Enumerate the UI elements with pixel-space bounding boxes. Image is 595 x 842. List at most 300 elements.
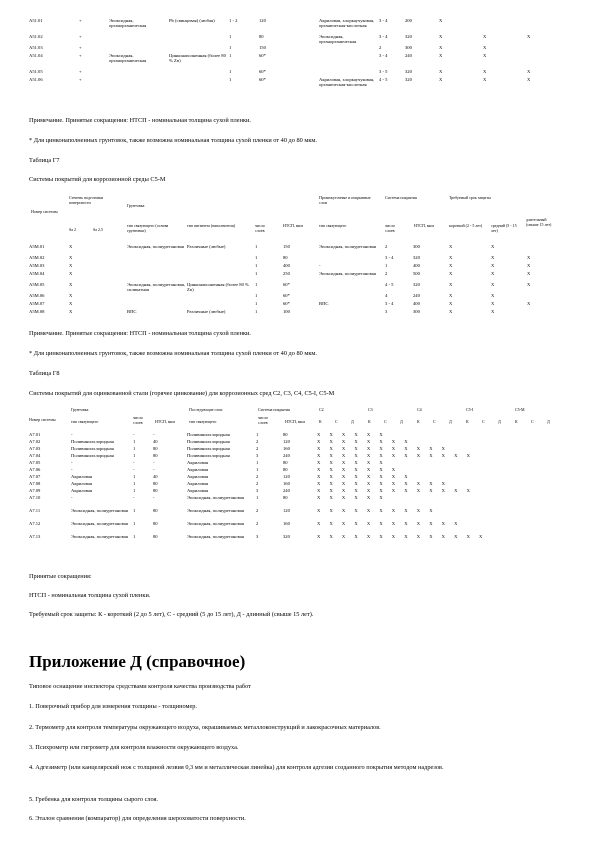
table-cell: Эпоксидная, полиуретановая bbox=[319, 271, 376, 276]
table-cell bbox=[109, 77, 169, 93]
table-cell: 120 bbox=[283, 508, 290, 513]
table-cell: X bbox=[69, 309, 73, 314]
durability-marks: X X X X X X X X X X bbox=[317, 508, 433, 513]
table-cell: Эпоксидная, органорганическая bbox=[109, 18, 147, 29]
table-cell: Различные (любые) bbox=[187, 244, 226, 249]
table-cell: 40 bbox=[153, 439, 158, 444]
table-cell: 1 bbox=[255, 282, 258, 287]
table-cell: Акриловая bbox=[71, 481, 93, 486]
notes-2-footnote: * Для цинконаполненных грунтовок, также возможна номинальная толщина сухой пленки от 40 до 80 мкм. bbox=[29, 350, 317, 357]
g8-h-system: Система покрытия bbox=[258, 407, 290, 412]
table-cell: 3 - 4 bbox=[379, 18, 388, 23]
g7-h-surface-prep: Степень подготовки поверхности bbox=[69, 195, 104, 205]
table-cell: X bbox=[439, 44, 443, 50]
table-row bbox=[29, 474, 559, 481]
g8-env-header: С3 bbox=[368, 407, 373, 412]
table-row bbox=[29, 432, 559, 439]
table-cell: X bbox=[449, 244, 453, 249]
table-cell: X bbox=[527, 263, 531, 268]
table-cell: X bbox=[483, 52, 487, 58]
table-cell: 2 bbox=[256, 481, 259, 486]
table-cell: X bbox=[527, 34, 531, 39]
table-cell bbox=[187, 301, 255, 309]
table-cell: Эпоксидная, органорганическая bbox=[109, 52, 147, 64]
table-cell: А51.05 bbox=[29, 68, 43, 74]
notes-3-terms: Требуемый срок защиты: К - короткий (2 до 5 лет), С - средний (5 до 15 лет), Д - длинный (свыше 15 лет). bbox=[29, 611, 314, 618]
table-cell: 3 - 4 bbox=[379, 34, 388, 39]
table-cell: 1 bbox=[255, 263, 258, 268]
g7-h-pigment: тип пигмента (наполнителя) bbox=[187, 223, 236, 228]
table-cell: 1 bbox=[133, 521, 136, 526]
table-cell bbox=[169, 34, 229, 45]
table-cell: Акриловая bbox=[187, 488, 209, 493]
g7-h-sa2: Sa 2 bbox=[69, 227, 76, 232]
table-cell: 60* bbox=[259, 52, 266, 58]
notes-3-title: Принятые сокращения: bbox=[29, 573, 92, 580]
table-cell: А5М.01 bbox=[29, 244, 45, 249]
g8-h-subsequent-binder: тип связующего bbox=[189, 419, 217, 424]
g7-h-binder: тип связующего (основа грунтовки) bbox=[127, 223, 169, 233]
table-cell: 3 bbox=[256, 453, 259, 458]
table-cell: Поливинилхлоридная bbox=[71, 453, 114, 458]
table-cell: Цинконаполненная (более 80 % Zn) bbox=[169, 52, 226, 64]
table-cell: 500 bbox=[413, 271, 420, 276]
table-cell: Цинконаполненная (более 80 % Zn) bbox=[187, 282, 249, 293]
table-row bbox=[29, 467, 559, 474]
table-cell: 120 bbox=[259, 18, 266, 23]
table-cell: А51.04 bbox=[29, 52, 43, 58]
g7-h-long: длительный (свыше 15 лет) bbox=[526, 217, 552, 227]
table-cell bbox=[527, 309, 559, 317]
table-cell: 1 bbox=[229, 52, 232, 58]
table-cell: X bbox=[491, 263, 495, 268]
table-row bbox=[29, 293, 559, 301]
table-row bbox=[29, 271, 559, 282]
table-cell: X bbox=[439, 52, 443, 58]
table-cell: Поливинилхлоридная bbox=[187, 439, 230, 444]
table-cell: 3 bbox=[256, 534, 259, 539]
table-g8-header bbox=[29, 408, 559, 430]
table-cell: 1 bbox=[229, 76, 232, 82]
table-g7-label: Таблица Г7 bbox=[29, 157, 60, 164]
table-cell: 1 bbox=[133, 446, 136, 451]
table-cell: Эпоксидная, полиуретановая bbox=[319, 244, 376, 249]
table-cell: Эпоксидная, полиуретановая bbox=[187, 508, 244, 513]
table-cell bbox=[187, 293, 255, 301]
table-cell: - bbox=[71, 467, 73, 472]
table-cell: 160 bbox=[283, 481, 290, 486]
table-cell: 80 bbox=[153, 534, 158, 539]
durability-marks: X X X X X X bbox=[317, 432, 383, 437]
appendix-item: 5. Гребенка для контроля толщины сырого слоя. bbox=[29, 796, 159, 803]
durability-marks: X X X X X X X bbox=[317, 467, 396, 472]
table-cell bbox=[527, 244, 559, 255]
table-cell: 2 bbox=[385, 271, 388, 276]
table-cell: 1 bbox=[133, 481, 136, 486]
table-cell: 320 bbox=[413, 282, 420, 287]
g7-h-primer: Грунтовка bbox=[127, 203, 145, 208]
table-cell: А7.09 bbox=[29, 488, 41, 493]
durability-marks: X X X X X X X X bbox=[317, 474, 408, 479]
table-cell bbox=[93, 309, 127, 317]
table-cell: X bbox=[449, 309, 453, 314]
table-row bbox=[29, 301, 559, 309]
table-row bbox=[29, 521, 559, 534]
table-cell: Акриловая, хлоркаучуковая, органическая-кислотная bbox=[319, 18, 375, 29]
table-cell: А5М.03 bbox=[29, 263, 45, 268]
table-cell: Акриловая bbox=[187, 481, 209, 486]
table-cell: 400 bbox=[413, 301, 420, 306]
table-cell: X bbox=[69, 293, 73, 298]
table-cell: X bbox=[491, 309, 495, 314]
table-cell bbox=[319, 309, 385, 317]
g7-h-system: Система покрытия bbox=[385, 195, 417, 200]
table-cell: Pb (свинцовая) (любая) bbox=[169, 18, 215, 23]
table-cell: X bbox=[527, 255, 531, 260]
g8-term-header: Д bbox=[498, 419, 501, 424]
table-row bbox=[29, 439, 559, 446]
table-g7-header bbox=[29, 196, 559, 242]
table-cell: А51.01 bbox=[29, 18, 43, 23]
table-cell: X bbox=[439, 76, 443, 82]
table-cell: 1 bbox=[256, 460, 259, 465]
table-cell bbox=[483, 18, 527, 34]
g8-env-header: С5-I bbox=[466, 407, 474, 412]
table-cell bbox=[319, 293, 385, 301]
table-cell: 1 bbox=[255, 301, 258, 306]
table-cell bbox=[109, 69, 169, 77]
table-cell: X bbox=[527, 271, 531, 276]
g8-term-header: К bbox=[368, 419, 371, 424]
table-cell bbox=[93, 271, 127, 282]
table-row bbox=[29, 263, 559, 271]
table-row bbox=[29, 53, 559, 69]
table-cell: X bbox=[527, 282, 531, 287]
table-g8-caption: Системы покрытий для оцинкованной стали (горячее цинкование) для коррозионных сред С2, С3, С4, С5-I, С5-М bbox=[29, 390, 335, 397]
table-cell: Эпоксидная, полиуретановая bbox=[187, 521, 244, 526]
table-cell: 1 bbox=[255, 293, 258, 298]
table-cell: А5М.04 bbox=[29, 271, 45, 276]
table-cell: А7.04 bbox=[29, 453, 41, 458]
g7-h-subsequent-binder: тип связующего bbox=[319, 223, 347, 228]
table-cell: 1 bbox=[133, 508, 136, 513]
table-cell: 320 bbox=[413, 255, 420, 260]
table-cell: А7.06 bbox=[29, 467, 41, 472]
table-cell bbox=[169, 77, 229, 93]
table-row bbox=[29, 77, 559, 93]
table-cell: 1 bbox=[256, 432, 259, 437]
table-cell bbox=[169, 69, 229, 77]
table-cell: 4 - 5 bbox=[379, 76, 388, 82]
table-cell: 300 bbox=[405, 44, 412, 50]
table-cell: 1 bbox=[255, 309, 258, 314]
table-cell: А5М.07 bbox=[29, 301, 45, 306]
table-cell: 2 bbox=[256, 508, 259, 513]
table-cell: А7.05 bbox=[29, 460, 41, 465]
table-cell: 2 bbox=[256, 439, 259, 444]
table-cell: Акриловая bbox=[187, 467, 209, 472]
table-cell: 120 bbox=[283, 439, 290, 444]
table-row bbox=[29, 495, 559, 508]
table-cell: 320 bbox=[405, 68, 412, 74]
g8-term-header: Д bbox=[547, 419, 550, 424]
table-cell: Эпоксидная, органорганическая bbox=[319, 34, 357, 45]
table-cell: 80 bbox=[283, 432, 288, 437]
table-cell bbox=[127, 301, 187, 309]
table-cell: 1 bbox=[133, 439, 136, 444]
notes-3-ntsp: НТСП - номинальная толщина сухой пленки. bbox=[29, 592, 151, 599]
table-cell: 2 bbox=[256, 474, 259, 479]
notes-2-abbr: Примечание. Принятые сокращения: НТСП - номинальная толщина сухой пленки. bbox=[29, 330, 251, 337]
table-cell: Поливинилхлоридная bbox=[71, 439, 114, 444]
table-cell: X bbox=[449, 271, 453, 276]
table-cell: А7.13 bbox=[29, 534, 41, 539]
table-cell: X bbox=[527, 76, 531, 82]
g8-term-header: Д bbox=[400, 419, 403, 424]
table-cell: X bbox=[449, 255, 453, 260]
table-cell: X bbox=[491, 301, 495, 306]
table-cell: - bbox=[153, 432, 155, 437]
table-cell: 2 bbox=[379, 44, 382, 50]
g7-h-ntsp: НТСП, мкм bbox=[283, 223, 303, 228]
table-cell: Акриловая, хлоркаучуковая, органическая-кислотная bbox=[319, 76, 375, 88]
table-cell: - bbox=[153, 467, 155, 472]
appendix-intro: Типовое оснащение инспектора средствами контроля качества производства работ bbox=[29, 683, 251, 690]
table-cell: + bbox=[79, 18, 82, 23]
table-cell: 320 bbox=[405, 34, 412, 39]
table-cell: - bbox=[133, 460, 135, 465]
table-cell: - bbox=[153, 460, 155, 465]
table-cell: А5М.02 bbox=[29, 255, 45, 260]
table-cell: 1 bbox=[133, 488, 136, 493]
table-cell: 1 bbox=[133, 474, 136, 479]
table-cell: - bbox=[71, 495, 73, 500]
table-cell bbox=[93, 282, 127, 293]
g8-term-header: К bbox=[515, 419, 518, 424]
table-cell: А7.08 bbox=[29, 481, 41, 486]
table-cell: Эпоксидная, полиуретановая, силикатная bbox=[127, 282, 185, 293]
g7-h-short: короткий (2 - 5 лет) bbox=[449, 223, 483, 228]
table-cell: 1 bbox=[255, 255, 258, 260]
notes-1-abbr: Примечание. Принятые сокращения: НТСП - номинальная толщина сухой пленки. bbox=[29, 117, 251, 124]
appendix-item: 4. Адгезиметр (или канцелярский нож с толщиной лезвия 0,3 мм и металлическая линейка) для контроля адгезии созданного покрытия методом надрезов. bbox=[29, 764, 444, 771]
g8-h-system-no: Номер системы bbox=[29, 417, 56, 422]
table-row bbox=[29, 309, 559, 317]
table-cell: 1 bbox=[255, 271, 258, 276]
table-cell bbox=[187, 263, 255, 271]
table-cell bbox=[319, 45, 379, 53]
table-cell bbox=[527, 18, 559, 34]
table-cell: X bbox=[449, 293, 453, 298]
g8-term-header: С bbox=[482, 419, 485, 424]
table-cell: 1 - 2 bbox=[229, 18, 238, 23]
table-g7-caption: Системы покрытий для коррозионной среды С5-М bbox=[29, 176, 166, 183]
table-cell: 4 bbox=[385, 293, 388, 298]
table-row bbox=[29, 446, 559, 453]
g8-env-header: С4 bbox=[417, 407, 422, 412]
table-cell: 1 bbox=[255, 244, 258, 249]
g8-term-header: К bbox=[417, 419, 420, 424]
table-cell: 2 bbox=[256, 521, 259, 526]
table-cell: Поливинилхлоридная bbox=[71, 446, 114, 451]
table-cell bbox=[93, 263, 127, 271]
table-cell: 300 bbox=[413, 244, 420, 249]
table-cell: 240 bbox=[283, 453, 290, 458]
table-cell: А5М.05 bbox=[29, 282, 45, 287]
table-cell bbox=[187, 271, 255, 282]
table-cell: 2 bbox=[256, 446, 259, 451]
table-cell: 240 bbox=[413, 293, 420, 298]
table-row bbox=[29, 255, 559, 263]
g7-h-layers2: число слоев bbox=[385, 223, 395, 233]
table-cell: X bbox=[69, 282, 73, 287]
table-cell: 4 - 5 bbox=[385, 282, 394, 287]
table-cell: 250 bbox=[283, 271, 290, 276]
table-cell: + bbox=[79, 52, 82, 58]
table-cell: 120 bbox=[283, 474, 290, 479]
g8-env-header: С5-М bbox=[515, 407, 525, 412]
table-cell: X bbox=[491, 271, 495, 276]
table-cell: ВПС bbox=[127, 309, 137, 314]
table-cell: 80 bbox=[283, 255, 288, 260]
table-cell: 240 bbox=[283, 488, 290, 493]
table-cell: Эпоксидная, полиуретановая bbox=[187, 495, 244, 500]
g8-term-header: К bbox=[466, 419, 469, 424]
table-cell: 80 bbox=[283, 460, 288, 465]
appendix-item: 1. Поверочный прибор для измерения толщины - толщиномер. bbox=[29, 703, 197, 710]
table-g8-label: Таблица Г8 bbox=[29, 370, 60, 377]
table-cell: X bbox=[527, 301, 531, 306]
table-cell: 1 bbox=[229, 34, 232, 39]
table-cell: А7.11 bbox=[29, 508, 41, 513]
table-cell: 1 bbox=[133, 453, 136, 458]
table-cell: Различные (любые) bbox=[187, 309, 226, 314]
table-cell: X bbox=[449, 263, 453, 268]
appendix-item: 2. Термометр для контроля температуры окружающего воздуха, окрашиваемых металлоконструкций и лакокрасочных материалов. bbox=[29, 724, 381, 731]
table-cell: X bbox=[483, 34, 487, 39]
g8-term-header: К bbox=[319, 419, 322, 424]
table-cell bbox=[109, 34, 169, 45]
g7-h-system-no: Номер системы bbox=[31, 209, 58, 214]
table-row bbox=[29, 34, 559, 45]
table-cell: 160 bbox=[283, 521, 290, 526]
table-row bbox=[29, 69, 559, 77]
table-cell: + bbox=[79, 68, 82, 74]
table-cell: А7.07 bbox=[29, 474, 41, 479]
table-cell: 80 bbox=[153, 453, 158, 458]
g7-h-layers: число слоев bbox=[255, 223, 265, 233]
table-cell: Акриловая bbox=[71, 488, 93, 493]
g8-h-primer: Грунтовка bbox=[71, 407, 89, 412]
g8-term-header: С bbox=[433, 419, 436, 424]
table-cell: 60* bbox=[283, 282, 290, 287]
table-cell: X bbox=[491, 282, 495, 287]
durability-marks: X X X X X X X X X X X X bbox=[317, 521, 458, 526]
table-cell: Акриловая bbox=[71, 474, 93, 479]
table-cell: 1 bbox=[256, 495, 259, 500]
table-cell: А7.10 bbox=[29, 495, 41, 500]
g8-h-ntsp: НТСП, мкм bbox=[155, 419, 175, 424]
table-cell: X bbox=[439, 18, 443, 23]
g7-h-medium: средний (5 - 15 лет) bbox=[491, 223, 517, 233]
table-cell: X bbox=[69, 263, 73, 268]
table-cell: А7.01 bbox=[29, 432, 41, 437]
table-cell: X bbox=[491, 244, 495, 249]
table-cell: - bbox=[71, 432, 73, 437]
table-cell: Эпоксидная, полиуретановая bbox=[71, 508, 128, 513]
table-cell: X bbox=[491, 255, 495, 260]
table-cell: 150 bbox=[283, 244, 290, 249]
table-cell: А51.02 bbox=[29, 34, 43, 39]
table-cell: 3 - 4 bbox=[385, 255, 394, 260]
table-cell bbox=[127, 271, 187, 282]
table-cell: А5М.06 bbox=[29, 293, 45, 298]
durability-marks: X X X X X X X X X X X X X bbox=[317, 453, 470, 458]
durability-marks: X X X X X X X X X X X X X bbox=[317, 488, 470, 493]
table-cell bbox=[169, 45, 229, 53]
g8-h-ntsp2: НТСП, мкм bbox=[285, 419, 305, 424]
table-cell: X bbox=[69, 244, 73, 249]
table-cell: X bbox=[449, 301, 453, 306]
table-cell: Поливинилхлоридная bbox=[187, 432, 230, 437]
table-cell: А7.12 bbox=[29, 521, 41, 526]
table-cell: 300 bbox=[413, 309, 420, 314]
table-row bbox=[29, 460, 559, 467]
table-cell: 400 bbox=[283, 263, 290, 268]
table-cell bbox=[127, 293, 187, 301]
table-cell bbox=[93, 255, 127, 263]
table-cell: 1 bbox=[229, 44, 232, 50]
table-cell: 80 bbox=[153, 481, 158, 486]
appendix-item: 6. Эталон сравнения (компаратор) для определения шероховатости поверхности. bbox=[29, 815, 246, 822]
table-cell: 60* bbox=[283, 301, 290, 306]
notes-1-footnote: * Для цинконаполненных грунтовок, также возможна номинальная толщина сухой пленки от 40 до 80 мкм. bbox=[29, 137, 317, 144]
table-cell bbox=[127, 263, 187, 271]
table-row bbox=[29, 534, 559, 547]
table-cell: + bbox=[79, 34, 82, 39]
table-cell: - bbox=[133, 432, 135, 437]
table-cell: - bbox=[133, 495, 135, 500]
table-row bbox=[29, 488, 559, 495]
table-cell: 3 - 5 bbox=[379, 68, 388, 74]
g7-h-sa25: Sa 2,5 bbox=[93, 227, 103, 232]
table-row bbox=[29, 453, 559, 460]
table-cell: Акриловая bbox=[187, 460, 209, 465]
table-row bbox=[29, 244, 559, 255]
table-cell: Эпоксидная, полиуретановая bbox=[187, 534, 244, 539]
durability-marks: X X X X X X bbox=[317, 460, 383, 465]
g7-h-subsequent: Промежуточные и покрывные слои bbox=[319, 195, 371, 205]
table-cell bbox=[93, 244, 127, 255]
table-cell: + bbox=[79, 44, 82, 50]
durability-marks: X X X X X X bbox=[317, 495, 383, 500]
table-cell: 100 bbox=[283, 309, 290, 314]
table-cell: - bbox=[153, 495, 155, 500]
table-row bbox=[29, 18, 559, 34]
table-cell: 1 bbox=[229, 68, 232, 74]
g8-h-subsequent: Последующие слои bbox=[189, 407, 223, 412]
table-cell: + bbox=[79, 76, 82, 82]
table-cell: X bbox=[491, 293, 495, 298]
table-cell: 80 bbox=[153, 521, 158, 526]
table-cell bbox=[127, 255, 187, 263]
g7-h-ntsp2: НТСП, мкм bbox=[414, 223, 434, 228]
g7-h-durability: Требуемый срок защиты bbox=[449, 195, 491, 200]
table-cell: X bbox=[439, 68, 443, 74]
appendix-title: Приложение Д (справочное) bbox=[29, 652, 246, 671]
table-cell bbox=[527, 293, 559, 301]
g8-h-layers2: число слоев bbox=[258, 415, 268, 425]
